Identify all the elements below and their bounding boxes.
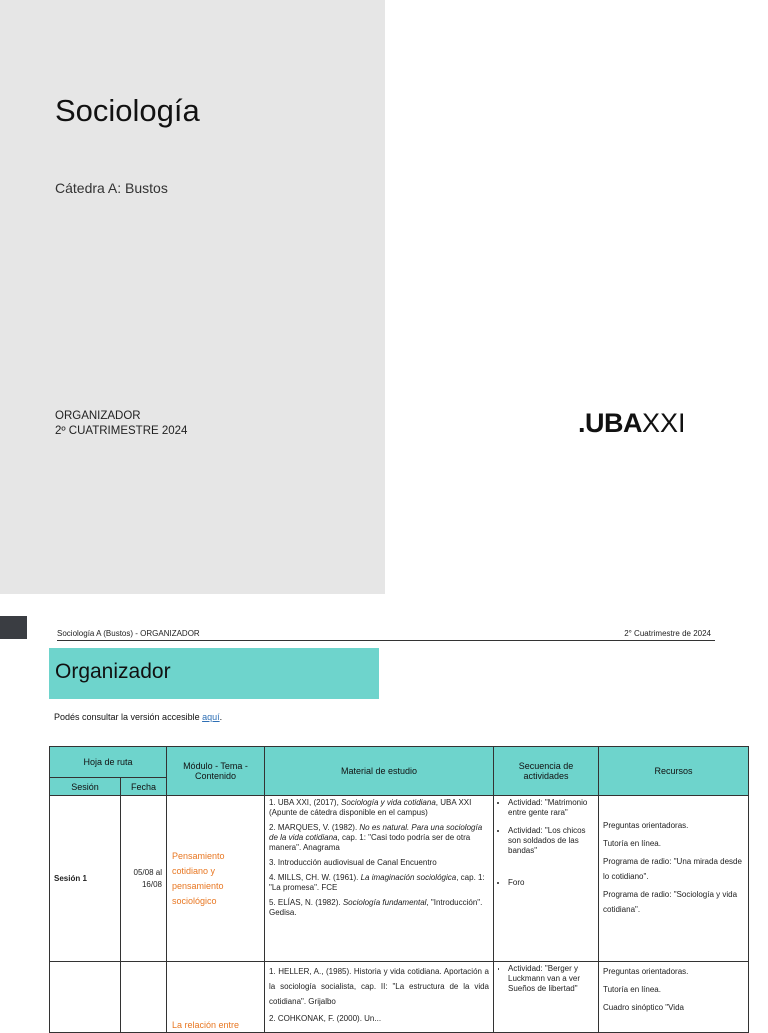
uba-xxi-logo — [578, 408, 686, 439]
cover-organizer-line2: 2º CUATRIMESTRE 2024 — [55, 425, 188, 437]
session-cell — [50, 962, 121, 1033]
organizer-banner — [49, 648, 379, 699]
table-row — [50, 796, 749, 962]
organizer-table — [49, 746, 749, 1033]
material-item: 1. HELLER, A., (1985). Historia y vida cotidiana. Aportación a la sociología socialista, cap. II: "La estructura de la vida cotidiana". Grijalbo — [269, 967, 489, 1006]
date-cell — [121, 962, 167, 1033]
topic-cell: Pensamiento cotidiano y pensamiento sociológico — [167, 796, 265, 962]
resources-cell — [599, 796, 749, 962]
logo-bold: .UBA — [578, 408, 642, 438]
cover-organizer-line1: ORGANIZADOR — [55, 410, 141, 422]
material-item: 3. Introducción audiovisual de Canal Encuentro — [269, 858, 437, 867]
material-item: 4. MILLS, CH. W. (1961). La imaginación sociológica, cap. 1: "La promesa". FCE — [269, 873, 485, 892]
resource-item: Programa de radio: "Sociología y vida cotidiana". — [603, 890, 738, 914]
session-cell: Sesión 1 — [50, 796, 121, 962]
running-header — [57, 629, 715, 638]
material-item: 2. MARQUES, V. (1982). No es natural. Para una sociología de la vida cotidiana, cap. 1: "Casi todo podría ser de otra manera". Anagrama — [269, 823, 483, 852]
cover-organizer — [55, 409, 187, 439]
activity-item: • Actividad: "Los chicos son soldados de las bandas" — [508, 826, 596, 856]
topic-text: La relación entre — [172, 1020, 240, 1028]
materials-cell — [265, 796, 494, 962]
resources-cell — [599, 962, 749, 1033]
resource-item: Preguntas orientadoras. — [603, 967, 689, 976]
activity-item: • Actividad: "Matrimonio entre gente rara" — [508, 798, 596, 818]
resource-item: Cuadro sinóptico "Vida — [603, 1003, 684, 1012]
cover-title: Sociología — [55, 93, 200, 128]
table-row — [50, 962, 749, 1033]
page-marker — [0, 616, 27, 639]
header-hoja-de-ruta: Hoja de ruta — [50, 747, 167, 778]
activity-item: • Foro — [508, 878, 596, 888]
activities-cell — [494, 962, 599, 1033]
cover-panel — [0, 0, 385, 594]
logo-thin: XXI — [642, 408, 686, 438]
header-right: 2° Cuatrimestre de 2024 — [624, 629, 711, 638]
accessible-version-line — [54, 712, 222, 722]
header-modulo: Módulo - Tema - Contenido — [167, 747, 265, 796]
material-item: 5. ELÍAS, N. (1982). Sociología fundamental, "Introducción". Gedisa. — [269, 898, 483, 917]
resource-item: Tutoría en línea. — [603, 839, 661, 848]
header-rule — [57, 640, 715, 641]
activity-item: • Actividad: "Berger y Luckmann van a ver Sueños de libertad" — [508, 964, 596, 994]
header-fecha: Fecha — [121, 778, 167, 796]
material-item: 1. UBA XXI, (2017), Sociología y vida cotidiana, UBA XXI (Apunte de cátedra disponible en el campus) — [269, 798, 472, 817]
resource-item: Programa de radio: "Una mirada desde lo cotidiano". — [603, 857, 742, 881]
access-text: Podés consultar la versión accesible — [54, 712, 203, 722]
banner-title: Organizador — [55, 660, 171, 683]
material-item: 2. COHKONAK, F. (2000). Un... — [269, 1014, 382, 1023]
header-material: Material de estudio — [265, 747, 494, 796]
resource-item: Preguntas orientadoras. — [603, 821, 689, 830]
accessible-version-link[interactable]: aquí — [202, 712, 220, 722]
header-secuencia: Secuencia de actividades — [494, 747, 599, 796]
header-recursos: Recursos — [599, 747, 749, 796]
resource-item: Tutoría en línea. — [603, 985, 661, 994]
date-cell: 05/08 al 16/08 — [121, 796, 167, 962]
cover-subtitle: Cátedra A: Bustos — [55, 180, 168, 196]
header-left: Sociología A (Bustos) - ORGANIZADOR — [57, 629, 200, 638]
header-sesion: Sesión — [50, 778, 121, 796]
topic-cell — [167, 962, 265, 1033]
materials-cell — [265, 962, 494, 1033]
access-end: . — [219, 712, 223, 722]
activities-cell — [494, 796, 599, 962]
